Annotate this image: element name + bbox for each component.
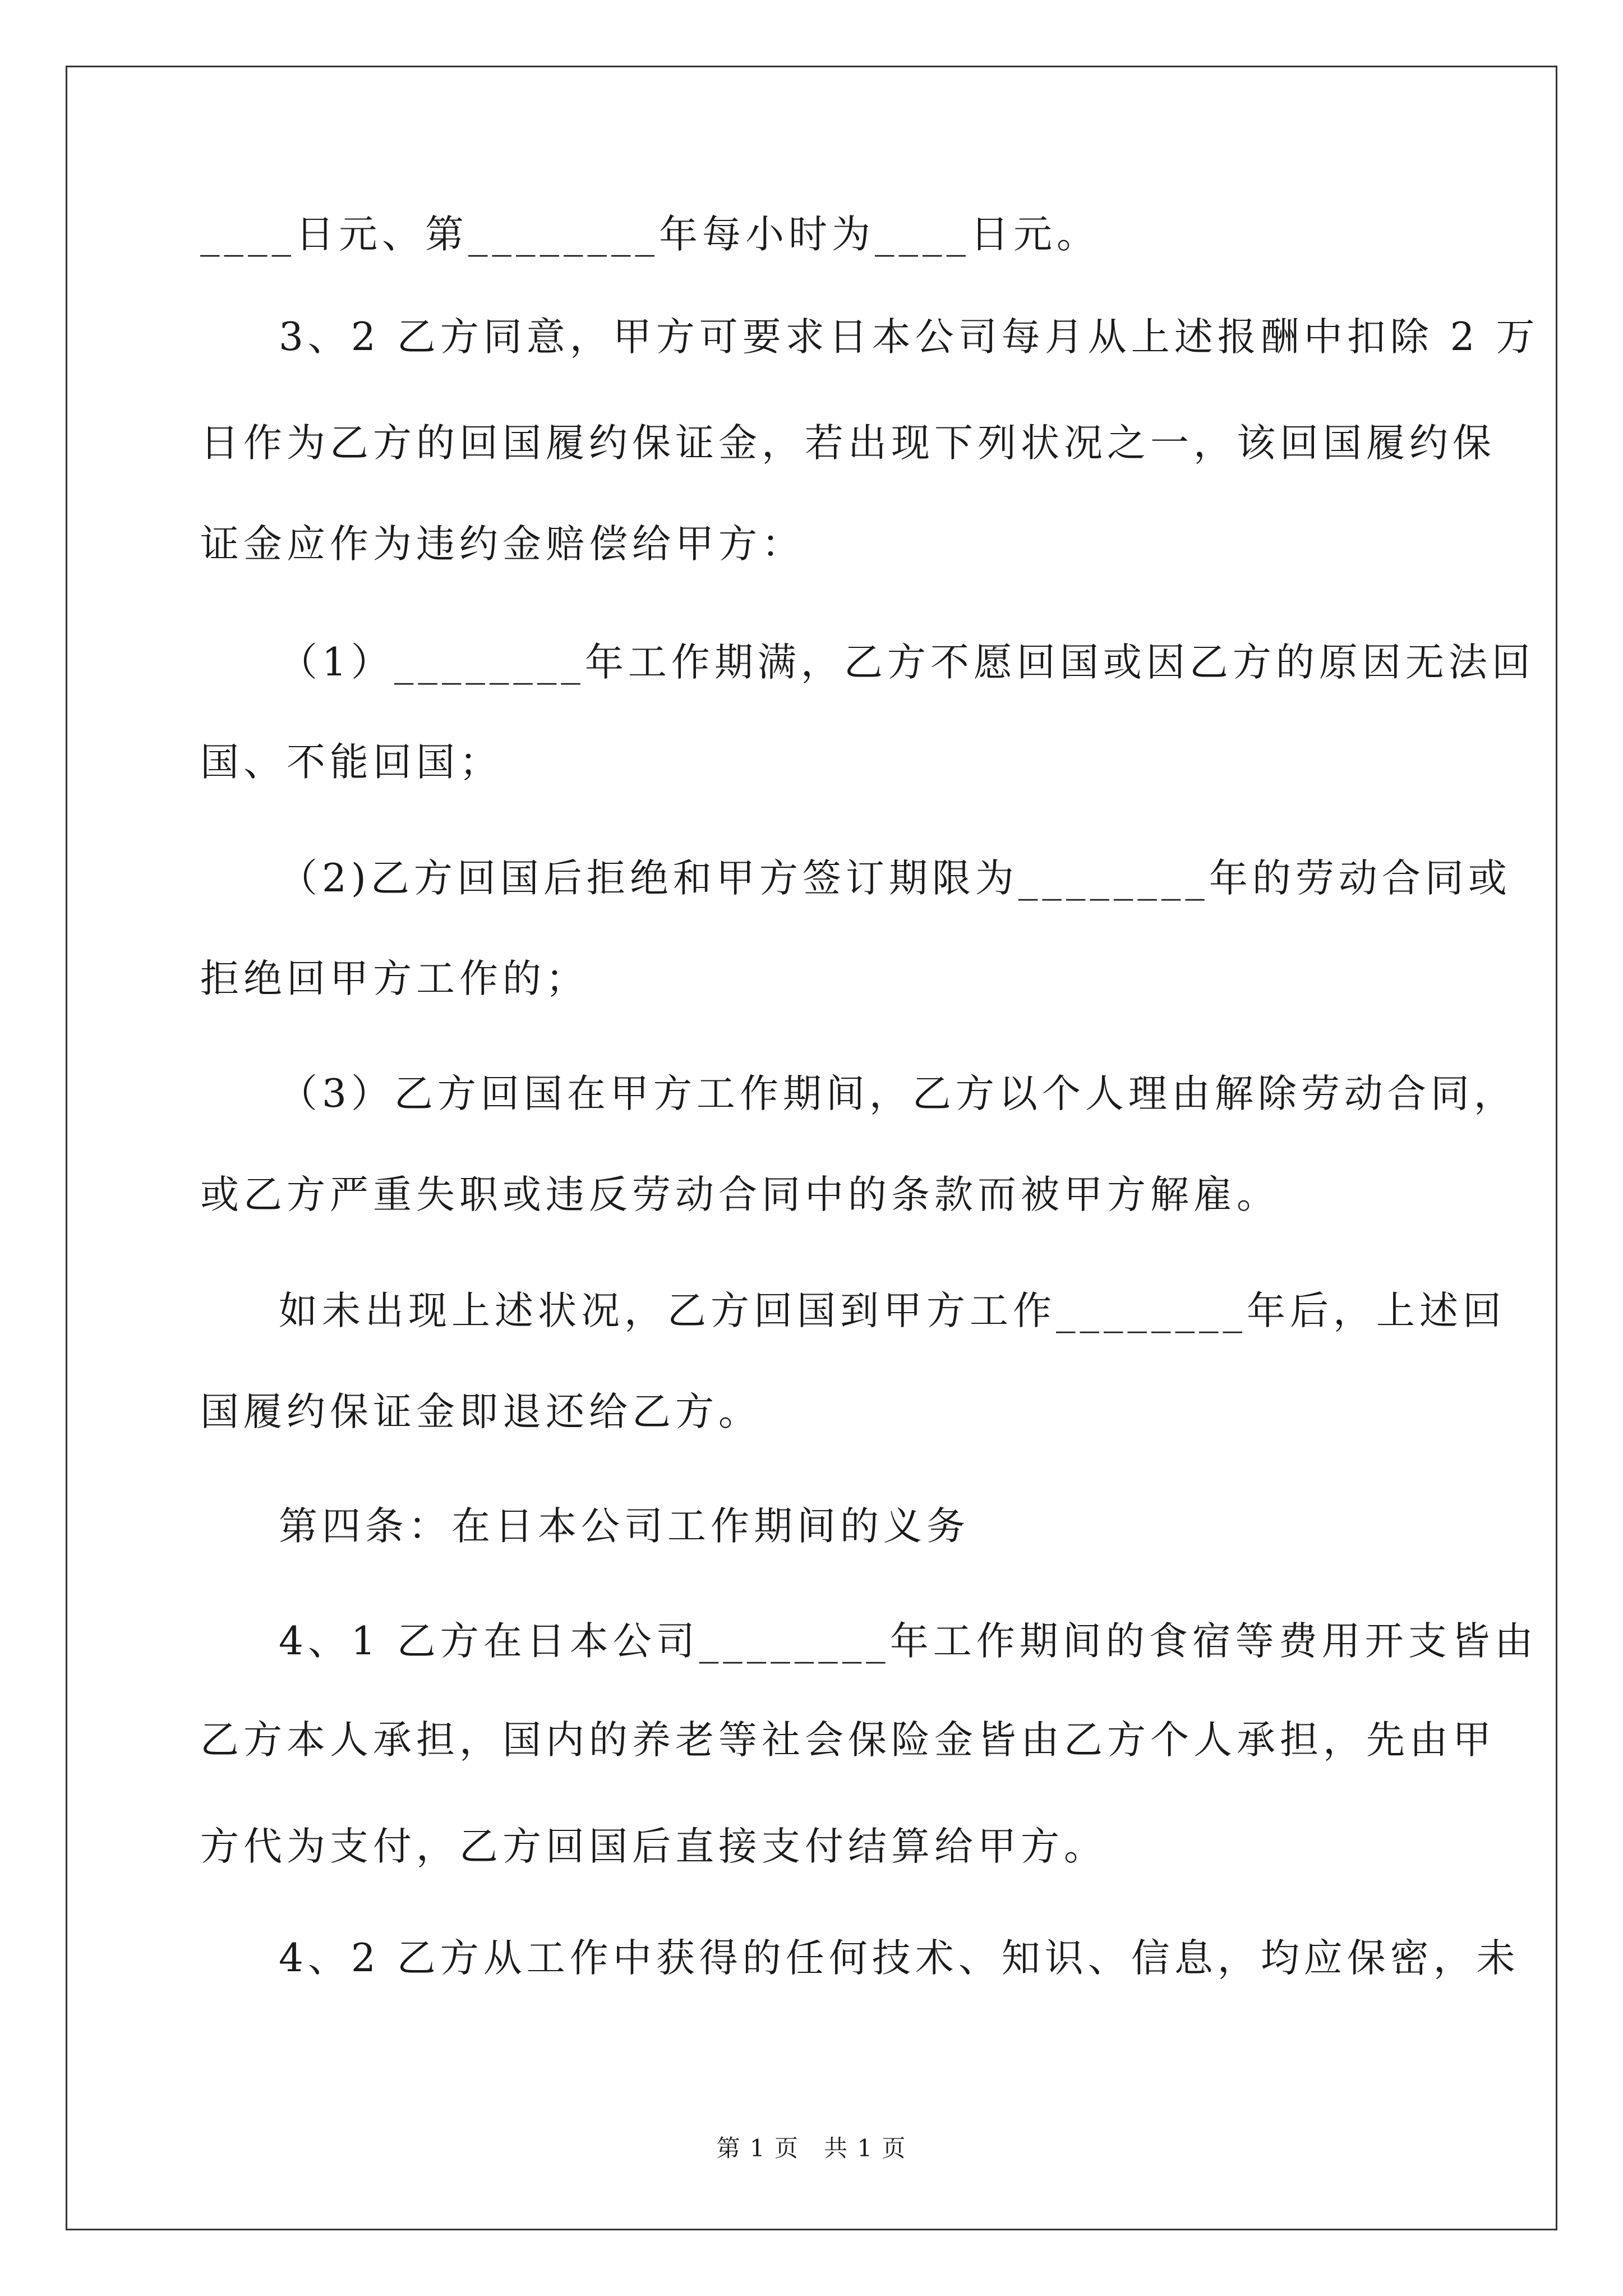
text-line: 国履约保证金即退还给乙方。 — [200, 1389, 762, 1434]
text-line: 4、2 乙方从工作中获得的任何技术、知识、信息，均应保密，未 — [279, 1936, 1520, 1981]
text-line: 日作为乙方的回国履约保证金，若出现下列状况之一，该回国履约保 — [200, 421, 1496, 466]
text-line: 或乙方严重失职或违反劳动合同中的条款而被甲方解雇。 — [200, 1172, 1280, 1217]
text-line: （3）乙方回国在甲方工作期间，乙方以个人理由解除劳动合同， — [279, 1071, 1517, 1116]
text-line: 国、不能回国； — [200, 740, 502, 785]
text-line: （2)乙方回国后拒绝和甲方签订期限为________年的劳动合同或 — [279, 856, 1511, 901]
page-number: 第 1 页 共 1 页 — [716, 2134, 907, 2162]
text-line: 如未出现上述状况，乙方回国到甲方工作________年后，上述回 — [279, 1289, 1506, 1333]
text-line: 3、2 乙方同意，甲方可要求日本公司每月从上述报酬中扣除 2 万 — [279, 315, 1539, 360]
section-heading: 第四条：在日本公司工作期间的义务 — [279, 1504, 970, 1549]
text-line: ____日元、第________年每小时为____日元。 — [200, 212, 1100, 257]
text-line: （1）________年工作期满，乙方不愿回国或因乙方的原因无法回 — [279, 640, 1535, 685]
text-line: 证金应作为违约金赔偿给甲方： — [200, 522, 805, 567]
text-line: 拒绝回甲方工作的； — [200, 956, 589, 1001]
page-border — [66, 66, 1557, 2230]
text-line: 乙方本人承担，国内的养老等社会保险金皆由乙方个人承担，先由甲 — [200, 1718, 1496, 1763]
text-line: 方代为支付，乙方回国后直接支付结算给甲方。 — [200, 1824, 1107, 1869]
text-line: 4、1 乙方在日本公司________年工作期间的食宿等费用开支皆由 — [279, 1619, 1538, 1664]
